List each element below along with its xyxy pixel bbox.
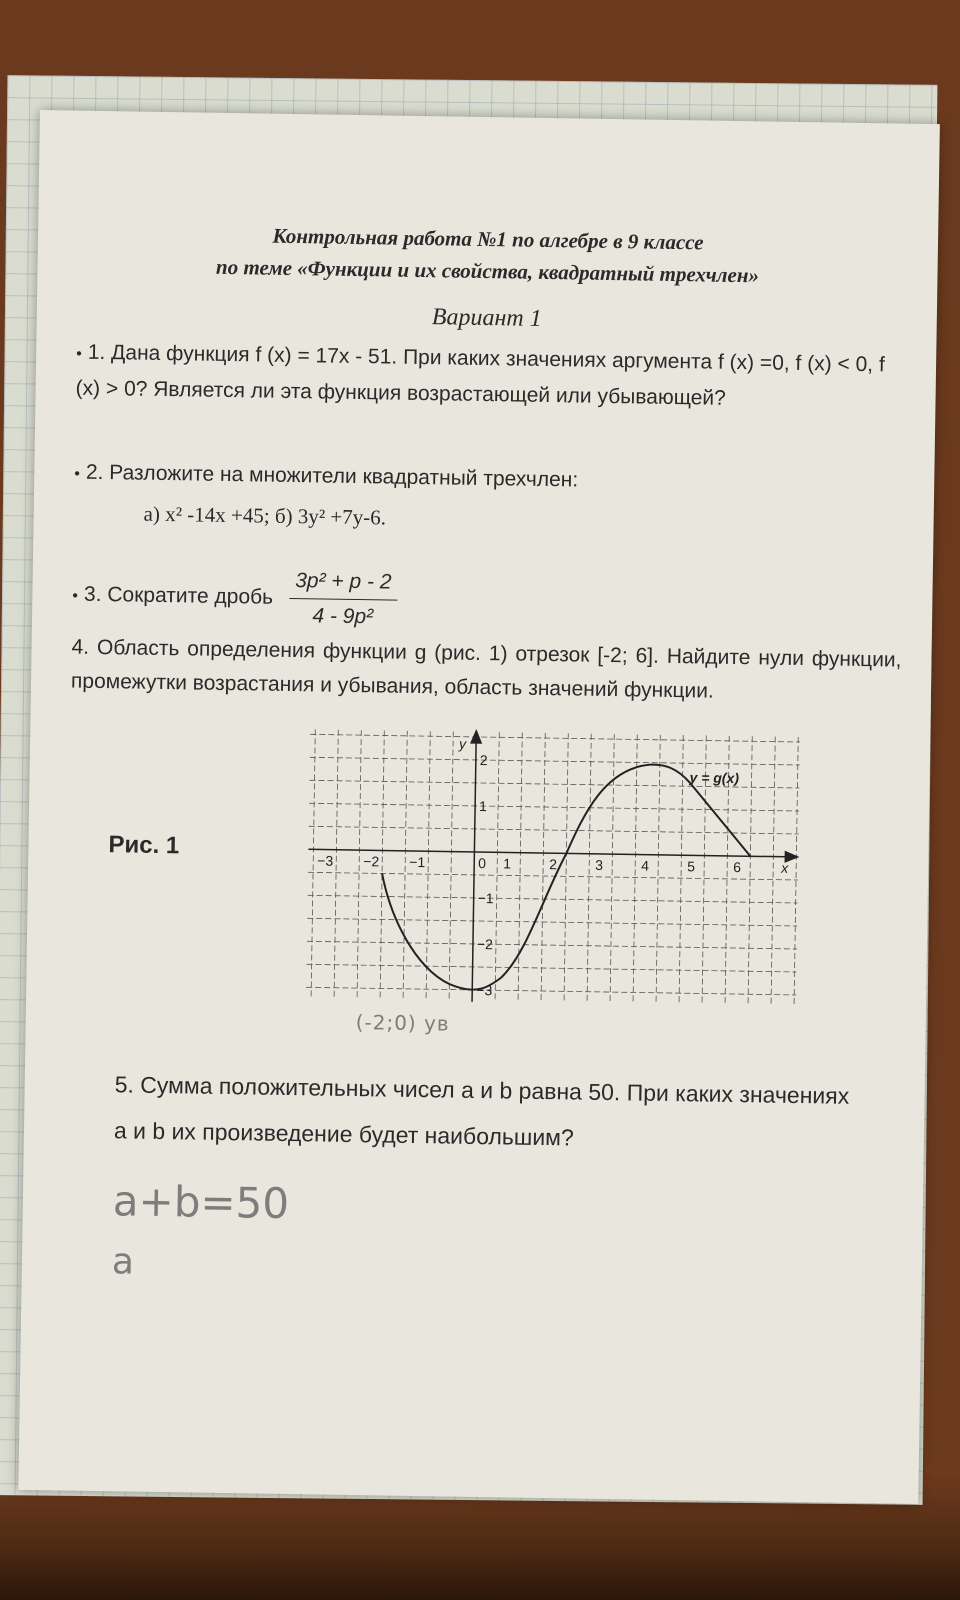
x-tick-label: 3 <box>595 856 604 873</box>
x-tick-label: 4 <box>641 857 650 874</box>
task-1-text: 1. Дана функция f (x) = 17x - 51. При каких значениях аргумента f (x) =0, f (x) < 0, f (x) > 0? Является ли эта функция возрастающей или убывающей? <box>75 340 885 410</box>
y-tick-label: 1 <box>478 797 488 815</box>
y-tick-label: 2 <box>479 751 488 769</box>
title-line-1: Контрольная работа №1 по алгебре в 9 классе <box>272 223 704 255</box>
y-axis-label: y <box>458 735 467 752</box>
bullet-icon: • <box>74 465 81 483</box>
task-3 <box>72 561 903 643</box>
task-2-parts: а) x² -14x +45; б) 3y² +7y-6. <box>143 501 387 530</box>
x-tick-label: 6 <box>733 858 742 876</box>
fraction-denominator: 4 - 9p² <box>312 604 374 629</box>
handwritten-equation: a+b=50 <box>112 1176 290 1229</box>
y-axis <box>472 735 476 1002</box>
task-2-text: 2. Разложите на множители квадратный трехчлен: <box>85 460 579 492</box>
x-tick-label: 2 <box>549 856 558 873</box>
y-tick-label: −3 <box>476 981 493 999</box>
x-tick-label: 5 <box>687 858 696 875</box>
x-axis-label: x <box>781 859 789 876</box>
handwritten-note: (-2;0) ув <box>355 1010 450 1036</box>
x-tick-label: −1 <box>409 853 426 871</box>
handwritten-letter: a <box>111 1241 135 1283</box>
fraction-numerator: 3p² + p - 2 <box>289 564 398 601</box>
title-line-2: по теме «Функции и их свойства, квадратный трехчлен» <box>215 254 760 288</box>
x-tick-label: 1 <box>503 855 512 872</box>
bullet-icon: • <box>72 587 79 605</box>
task-5: 5. Сумма положительных чисел a и b равна 50. При каких значениях a и b их произведение будет наибольшим? <box>113 1071 850 1151</box>
task-4: 4. Область определения функции g (рис. 1) отрезок [-2; 6]. Найдите нули функции, промежутки возрастания и убывания, область значений функции. <box>70 635 902 703</box>
fraction <box>288 564 397 635</box>
figure-label: Рис. 1 <box>108 831 180 860</box>
task-3-text: 3. Сократите дробь <box>83 582 274 609</box>
curve-label: y = g(x) <box>689 769 740 787</box>
test-sheet <box>18 110 940 1504</box>
y-tick-label: −1 <box>477 889 494 907</box>
bullet-icon: • <box>76 345 82 363</box>
task-1 <box>75 336 906 419</box>
function-graph <box>301 724 805 1012</box>
x-tick-label: 0 <box>478 854 487 872</box>
x-tick-label: −3 <box>317 852 334 869</box>
function-curve <box>380 760 752 994</box>
x-tick-label: −2 <box>363 853 380 870</box>
variant-heading: Вариант 1 <box>431 304 542 332</box>
y-tick-label: −2 <box>476 935 494 953</box>
